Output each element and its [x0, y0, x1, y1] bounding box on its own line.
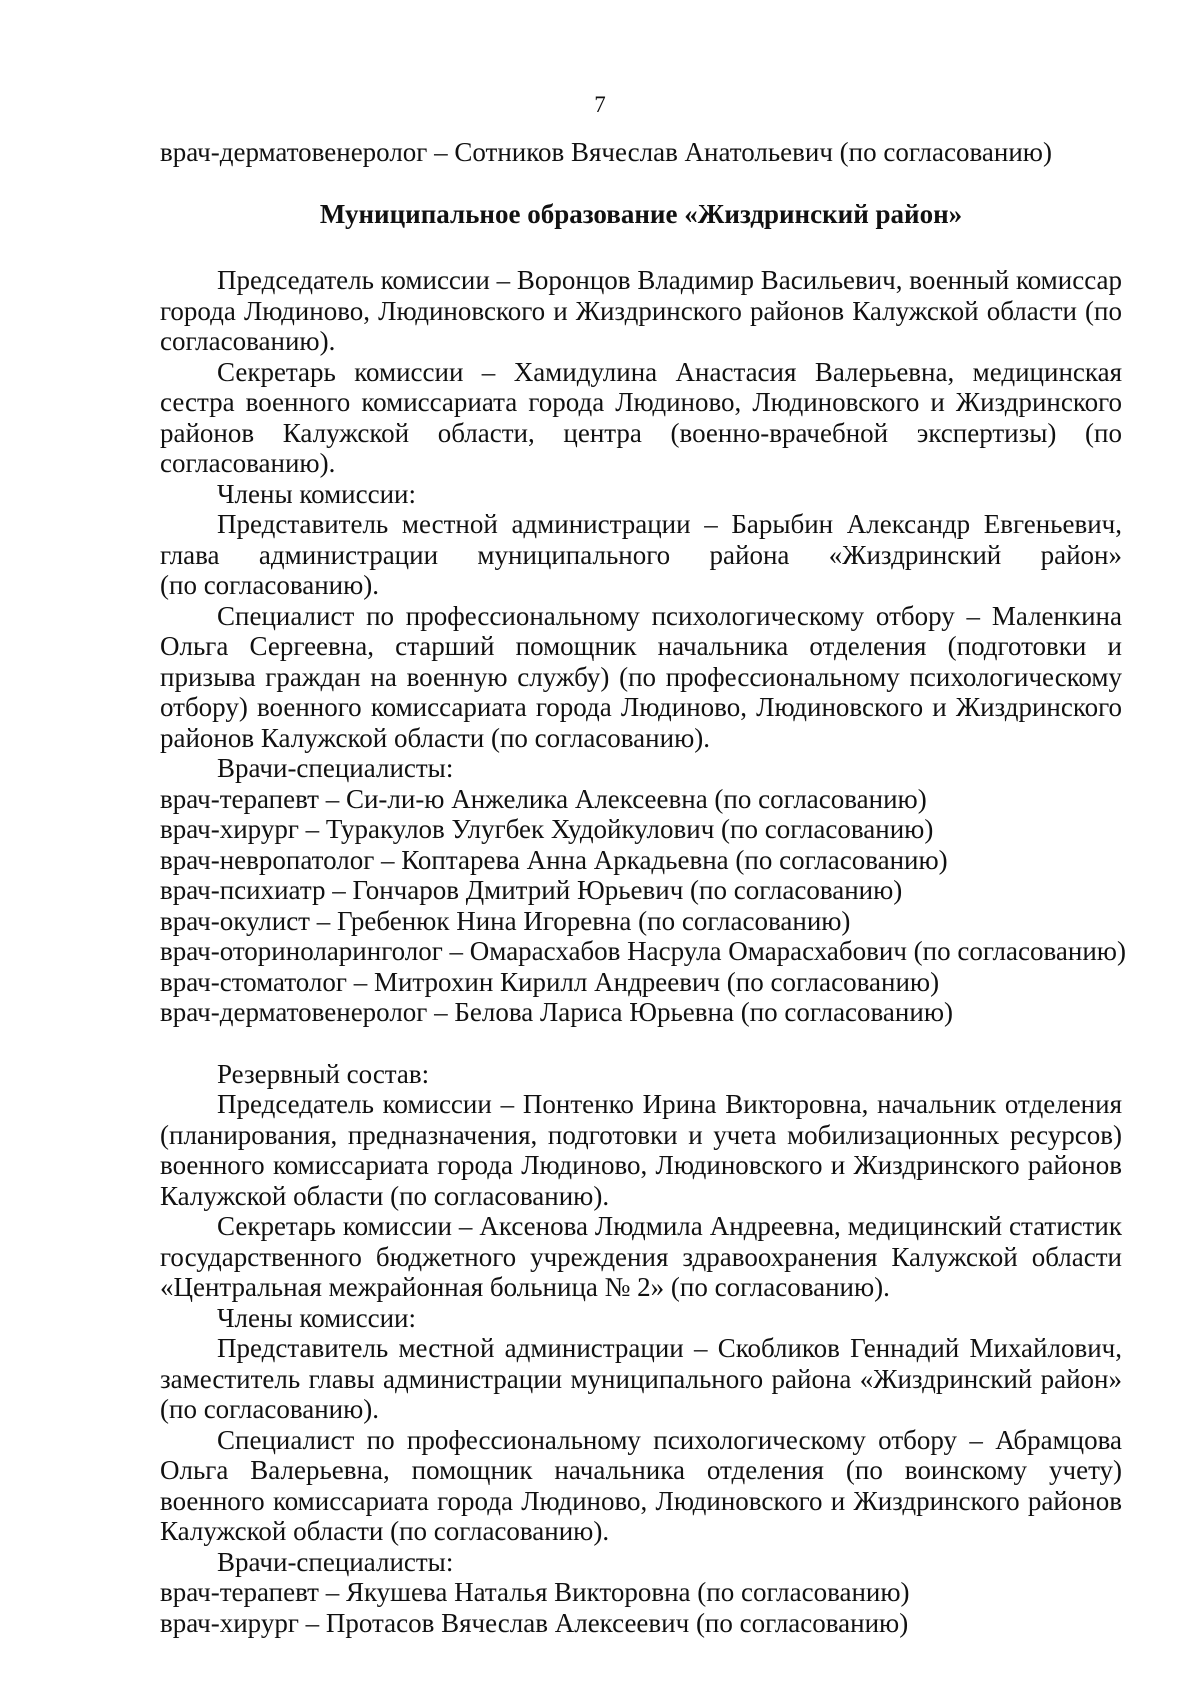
- doctors-label: Врачи-специалисты:: [217, 753, 454, 783]
- section-heading: Муниципальное образование «Жиздринский район»: [319, 198, 963, 229]
- doctor-item: врач-психиатр – Гончаров Дмитрий Юрьевич (по согласованию): [160, 875, 903, 905]
- doctor-item: врач-хирург – Туракулов Улугбек Худойкулович (по согласованию): [160, 814, 934, 844]
- admin-rep-line: Представитель местной администрации – Барыбин Александр Евгеньевич,: [217, 509, 1122, 539]
- reserve-doctors-label: Врачи-специалисты:: [217, 1546, 454, 1577]
- reserve-chairman-paragraph: Председатель комиссии – Понтенко Ирина Викторовна, начальник отделения (планирования, предназначения, подготовки и учета мобилизационных ресурсов) военного комиссариата города Людиново, Людиновского и Жиздринского районов Калужской области (по согласованию).: [160, 1089, 1122, 1211]
- reserve-doctors-list: [160, 1577, 1122, 1638]
- secretary-paragraph: Секретарь комиссии – Хамидулина Анастасия Валерьевна, медицинская сестра военного комиссариата города Людиново, Людиновского и Жиздринского районов Калужской области, центра (военно-врачебной экспертизы) (по согласованию).: [160, 356, 1122, 478]
- doctor-item: врач-стоматолог – Митрохин Кирилл Андреевич (по согласованию): [160, 966, 940, 997]
- reserve-members-label: Члены комиссии:: [217, 1302, 416, 1333]
- doctor-item: врач-дерматовенеролог – Белова Лариса Юрьевна (по согласованию): [160, 997, 953, 1027]
- doctor-item: врач-оториноларинголог – Омарасхабов Насрула Омарасхабович (по согласованию): [160, 936, 1126, 966]
- doctor-item: врач-окулист – Гребенюк Нина Игоревна (по согласованию): [160, 905, 851, 936]
- psych-specialist-paragraph: Специалист по профессиональному психологическому отбору – Маленкина Ольга Сергеевна, старший помощник начальника отделения (подготовки и призыва граждан на военную службу) (по профессиональному психологическому отбору) военного комиссариата города Людиново, Людиновского и Жиздринского районов Калужской области (по согласованию).: [160, 600, 1122, 753]
- reserve-secretary-paragraph: Секретарь комиссии – Аксенова Людмила Андреевна, медицинский статистик государственного бюджетного учреждения здравоохранения Калужской области «Центральная межрайонная больница № 2» (по согласованию).: [160, 1211, 1122, 1302]
- admin-rep-line: глава администрации муниципального района «Жиздринский район»: [160, 539, 1122, 570]
- document-body: [160, 137, 1126, 1638]
- doctor-item: врач-терапевт – Си-ли-ю Анжелика Алексеевна (по согласованию): [160, 783, 927, 814]
- chairman-paragraph: Председатель комиссии – Воронцов Владимир Васильевич, военный комиссар города Людиново, Людиновского и Жиздринского районов Калужской области (по согласованию).: [160, 265, 1122, 356]
- doctor-item: врач-хирург – Протасов Вячеслав Алексеевич (по согласованию): [160, 1607, 909, 1638]
- page-number: 7: [594, 92, 606, 117]
- spacer: [160, 1028, 1122, 1059]
- reserve-label: Резервный состав:: [217, 1058, 430, 1089]
- doctor-item: врач-терапевт – Якушева Наталья Викторовна (по согласованию): [160, 1577, 910, 1607]
- reserve-psych-specialist-paragraph: Специалист по профессиональному психологическому отбору – Абрамцова Ольга Валерьевна, помощник начальника отделения (по воинскому учету) военного комиссариата города Людиново, Людиновского и Жиздринского районов Калужской области (по согласованию).: [160, 1424, 1122, 1546]
- members-label: Члены комиссии:: [217, 478, 416, 509]
- doctor-item: врач-невропатолог – Коптарева Анна Аркадьевна (по согласованию): [160, 844, 948, 875]
- text-line: врач-дерматовенеролог – Сотников Вячеслав Анатольевич (по согласованию): [160, 137, 1052, 167]
- admin-rep-line: (по согласованию).: [160, 570, 380, 600]
- reserve-admin-rep-paragraph: Представитель местной администрации – Скобликов Геннадий Михайлович, заместитель главы администрации муниципального района «Жиздринский район» (по согласованию).: [160, 1333, 1122, 1424]
- doctors-list: [160, 783, 1126, 1028]
